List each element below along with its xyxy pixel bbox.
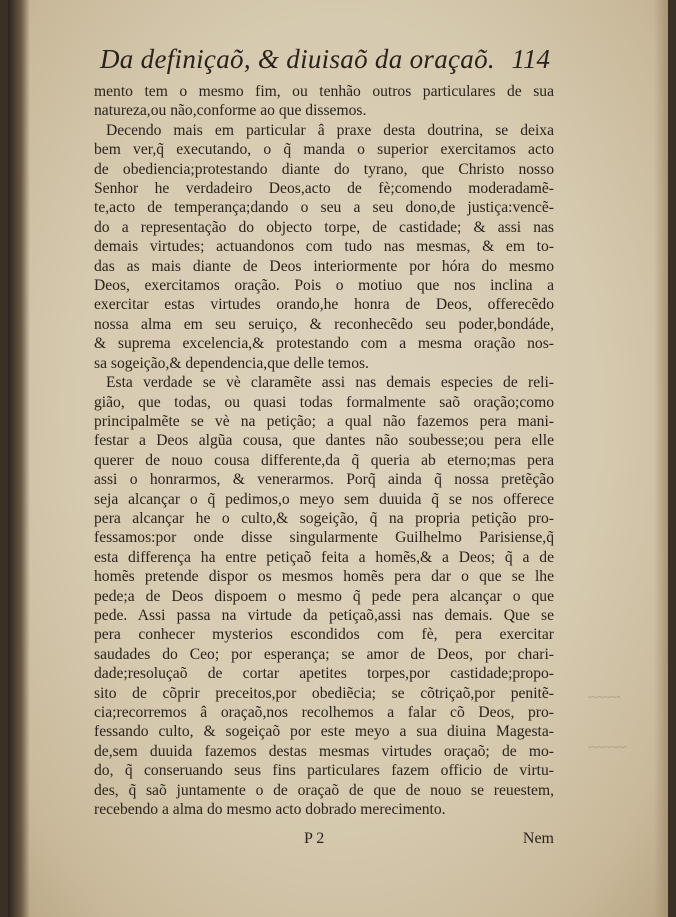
text-line: natureza,ou não,conforme ao que dissemos. bbox=[94, 102, 367, 120]
running-title: Da definiçaõ, & diuisaõ da oraçaõ. bbox=[100, 44, 495, 74]
text-line: exercitar estas virtudes orando,he honra de Deos, offerecẽdo bbox=[94, 296, 554, 314]
text-line: fessamos:por onde disse singularmente Guilhelmo Parisiense,q̃ bbox=[94, 529, 554, 547]
text-line: Esta verdade se vè claramẽte assi nas demais especies de reli- bbox=[106, 374, 554, 392]
page-header bbox=[100, 44, 550, 78]
text-line: seja alcançar o q̃ pedimos,o meyo sem duuida q̃ se nos offerece bbox=[94, 490, 554, 508]
page-edge bbox=[654, 0, 668, 917]
book-page bbox=[8, 0, 668, 917]
text-line: des, q̃ saõ juntamente o de oraçaõ de que de nouo se reuestem, bbox=[94, 781, 554, 799]
catchword: Nem bbox=[522, 830, 554, 847]
text-line: pera alcançar he o culto,& sogeição, q̃ na propria petição pro- bbox=[94, 509, 554, 527]
text-line: Deos, exercitamos oração. Pois o motiuo que nos inclina a bbox=[94, 277, 554, 295]
bleed-through-note: ~~~~~ bbox=[588, 690, 621, 704]
text-line: demais virtudes; actuandonos com tudo nas mesmas, & em to- bbox=[94, 238, 554, 256]
text-line: querer de nouo cousa differente,da q̃ queria ab eterno;mas pera bbox=[94, 451, 554, 469]
text-line: te,acto de temperança;dando o seu a seu dono,de justiça:vencẽ- bbox=[94, 199, 554, 217]
text-line: dade;resoluçaõ de cortar apetites torpes,por castidade;propo- bbox=[94, 665, 554, 683]
text-line: & suprema excelencia,& protestando com a mesma oração nos- bbox=[94, 335, 554, 353]
text-line: pede;a de Deos dispoem o mesmo q̃ pede pera alcançar o que bbox=[94, 587, 554, 605]
text-line: esta differença ha entre petiçaõ feita a homẽs,& a Deos; q̃ a de bbox=[94, 548, 554, 566]
page-footer bbox=[94, 830, 554, 852]
text-line: festar a Deos algũa cousa, que dantes não soubesse;ou pera elle bbox=[94, 432, 554, 450]
text-line: cia;recorremos â oraçaõ,nos recolhemos a falar cõ Deos, pro- bbox=[94, 704, 554, 721]
text-line: pera conhecer mysterios escondidos com fè, pera exercitar bbox=[94, 626, 554, 644]
signature-mark: P 2 bbox=[304, 830, 325, 847]
text-line: fessando culto, & sogeiçaõ por este meyo a sua diuina Magesta- bbox=[94, 723, 554, 741]
text-line: sito de cõprir preceitos,por obediẽcia; se cõtriçaõ,por penitẽ- bbox=[94, 684, 554, 702]
text-line: de obediencia;protestando diante do tyrano, que Christo nosso bbox=[94, 160, 554, 178]
text-line: bem ver,q̃ executando, o q̃ manda o superior exercitamos acto bbox=[94, 141, 554, 159]
text-line: pede. Assi passa na virtude da petiçaõ,assi nas demais. Que se bbox=[94, 606, 554, 624]
text-line: homẽs pretende dispor os mesmos homẽs pera dar o que se lhe bbox=[94, 568, 554, 586]
page-number: 114 bbox=[511, 44, 550, 74]
text-line: das as mais diante de Deos interiormente por hóra do mesmo bbox=[94, 257, 554, 275]
text-line: do a representação do objecto torpe, de castidade; & assi nas bbox=[94, 218, 554, 236]
text-line: mento tem o mesmo fim, ou tenhão outros particulares de sua bbox=[94, 83, 554, 100]
book-binding-edge bbox=[8, 0, 30, 917]
text-line: nossa alma em seu seruiço, & reconhecẽdo seu poder,bondáde, bbox=[94, 315, 554, 333]
text-line: Senhor he verdadeiro Deos,acto de fè;comendo moderadamẽ- bbox=[94, 180, 554, 198]
text-line: gião, que todas, ou quasi todas formalmente saõ oração;como bbox=[94, 393, 554, 411]
text-line: Decendo mais em particular â praxe desta doutrina, se deixa bbox=[106, 121, 554, 139]
text-line: de,sem duuida fazemos destas mesmas virtudes oraçaõ; de mo- bbox=[94, 742, 554, 760]
text-line: assi o honrarmos, & venerarmos. Porq̃ ainda q̃ nossa pretẽção bbox=[94, 471, 554, 489]
text-line: saudades do Ceo; por esperança; se amor de Deos, por chari- bbox=[94, 645, 554, 663]
text-line: recebendo a alma do mesmo acto dobrado merecimento. bbox=[94, 801, 446, 819]
text-line: sa sogeição,& dependencia,que delle temos. bbox=[94, 354, 369, 372]
text-line: do, q̃ conseruando seus fins particulares fazem officio de virtu- bbox=[94, 762, 554, 780]
text-line: principalmẽte se vè na petição; a qual não fazemos pera mani- bbox=[94, 412, 554, 430]
bleed-through-note: ~~~~~~ bbox=[588, 740, 627, 754]
body-text bbox=[94, 82, 554, 819]
